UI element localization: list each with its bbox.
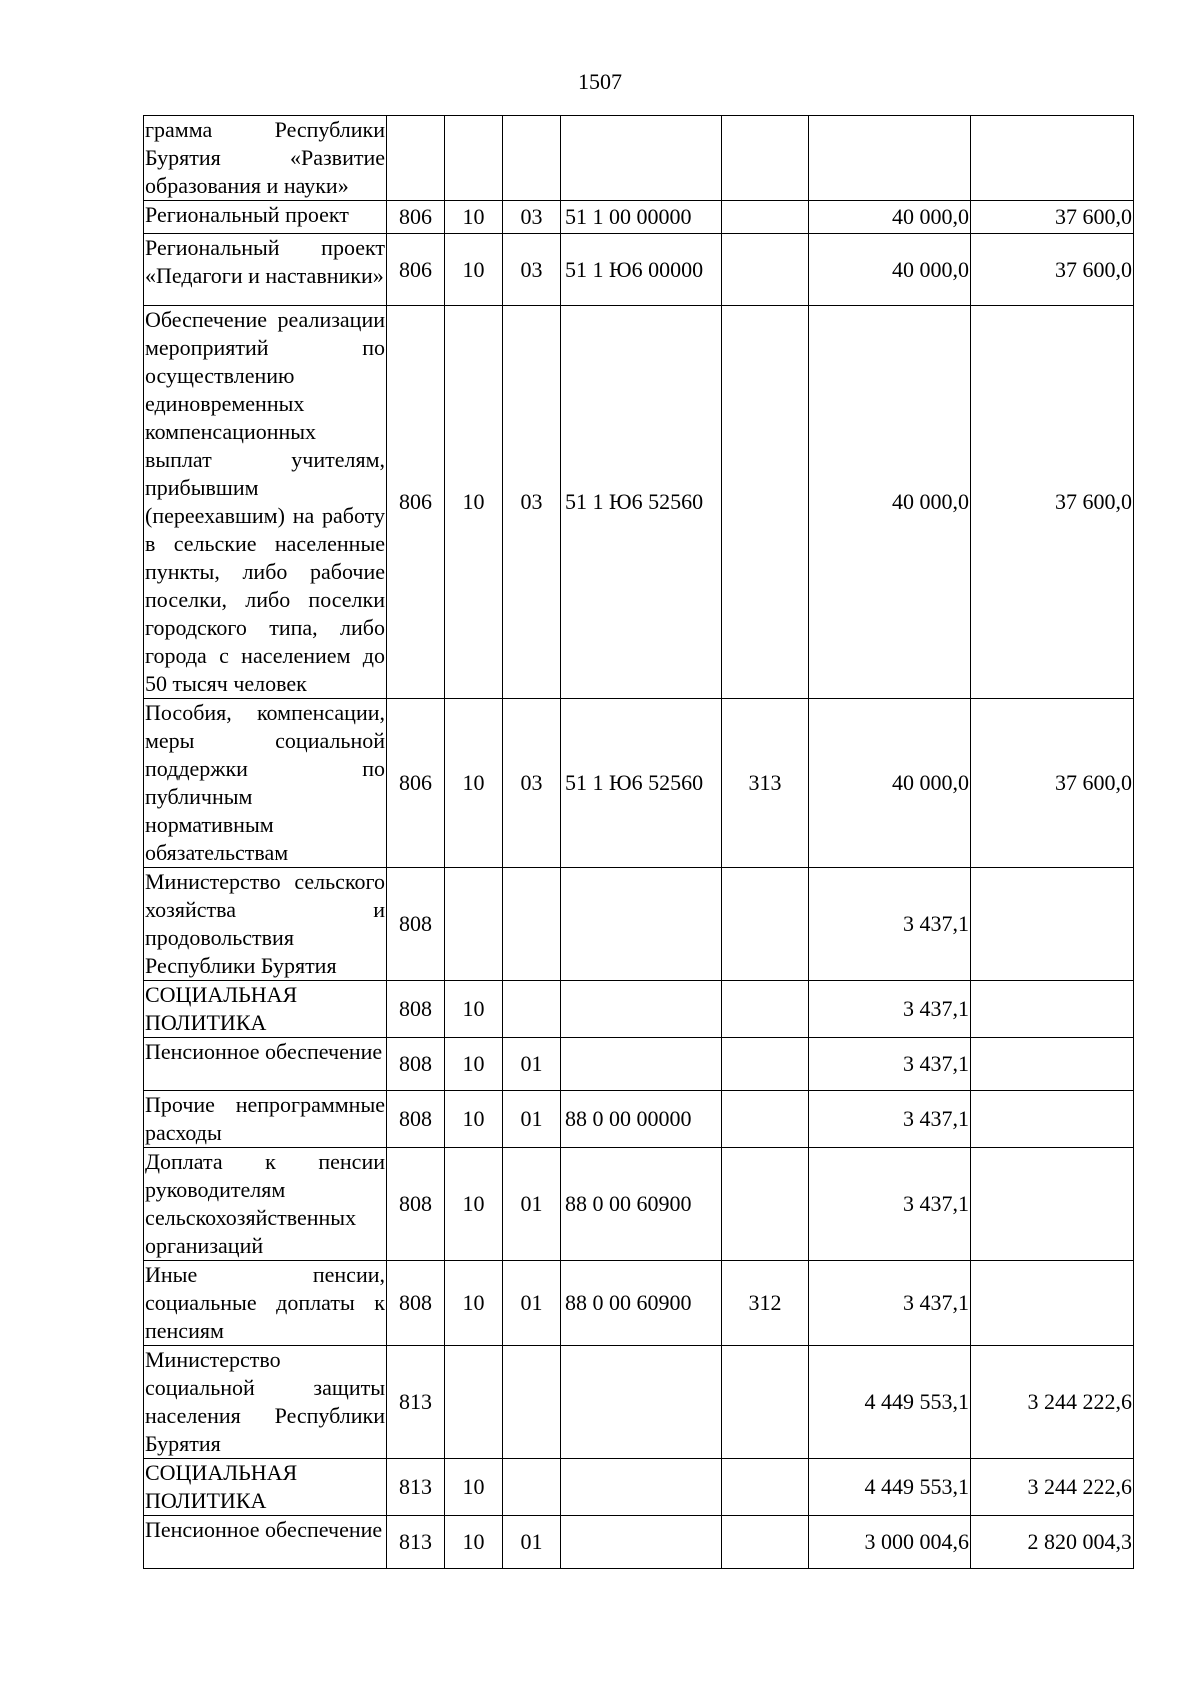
department-code-cell: [387, 116, 445, 201]
department-code-cell: 806: [387, 201, 445, 234]
amount-year2-cell: 37 600,0: [971, 306, 1134, 699]
subsection-code-cell: 03: [503, 201, 561, 234]
amount-year2-cell: 3 244 222,6: [971, 1346, 1134, 1459]
target-article-cell: [561, 1346, 722, 1459]
section-code-cell: [445, 116, 503, 201]
target-article-cell: 51 1 00 00000: [561, 201, 722, 234]
target-article-cell: [561, 1516, 722, 1569]
subsection-code-cell: 01: [503, 1516, 561, 1569]
row-name-cell: Региональный проект: [144, 201, 387, 234]
table-row: [144, 1261, 1134, 1346]
amount-year1-cell: 3 437,1: [809, 1261, 971, 1346]
section-code-cell: 10: [445, 201, 503, 234]
row-name-cell: СОЦИАЛЬНАЯ ПОЛИТИКА: [144, 981, 387, 1038]
expense-type-cell: 312: [722, 1261, 809, 1346]
amount-year2-cell: [971, 981, 1134, 1038]
section-code-cell: 10: [445, 1459, 503, 1516]
amount-year1-cell: 3 437,1: [809, 1038, 971, 1091]
table-row: [144, 1516, 1134, 1569]
expense-type-cell: 313: [722, 699, 809, 868]
table-row: [144, 699, 1134, 868]
subsection-code-cell: [503, 981, 561, 1038]
target-article-cell: 88 0 00 60900: [561, 1261, 722, 1346]
section-code-cell: 10: [445, 699, 503, 868]
target-article-cell: 51 1 Ю6 52560: [561, 306, 722, 699]
row-name-cell: Пособия, компенсации, меры социальной поддержки по публичным нормативным обязательствам: [144, 699, 387, 868]
expense-type-cell: [722, 868, 809, 981]
amount-year1-cell: 40 000,0: [809, 306, 971, 699]
section-code-cell: [445, 1346, 503, 1459]
amount-year2-cell: [971, 1038, 1134, 1091]
section-code-cell: 10: [445, 1261, 503, 1346]
amount-year2-cell: 2 820 004,3: [971, 1516, 1134, 1569]
table-row: [144, 868, 1134, 981]
subsection-code-cell: 01: [503, 1091, 561, 1148]
amount-year1-cell: [809, 116, 971, 201]
row-name-cell: СОЦИАЛЬНАЯ ПОЛИТИКА: [144, 1459, 387, 1516]
section-code-cell: 10: [445, 1091, 503, 1148]
expense-type-cell: [722, 116, 809, 201]
target-article-cell: [561, 1459, 722, 1516]
department-code-cell: 806: [387, 306, 445, 699]
target-article-cell: [561, 981, 722, 1038]
expense-type-cell: [722, 1459, 809, 1516]
expense-type-cell: [722, 1346, 809, 1459]
department-code-cell: 808: [387, 1091, 445, 1148]
amount-year2-cell: 37 600,0: [971, 699, 1134, 868]
table-row: [144, 116, 1134, 201]
amount-year1-cell: 40 000,0: [809, 201, 971, 234]
subsection-code-cell: [503, 1346, 561, 1459]
expense-type-cell: [722, 1148, 809, 1261]
row-name-cell: Пенсионное обеспечение: [144, 1516, 387, 1569]
amount-year2-cell: [971, 116, 1134, 201]
subsection-code-cell: [503, 868, 561, 981]
subsection-code-cell: 01: [503, 1038, 561, 1091]
amount-year2-cell: 3 244 222,6: [971, 1459, 1134, 1516]
amount-year1-cell: 4 449 553,1: [809, 1346, 971, 1459]
target-article-cell: 88 0 00 60900: [561, 1148, 722, 1261]
target-article-cell: 51 1 Ю6 52560: [561, 699, 722, 868]
table-body: [144, 116, 1134, 1569]
table-row: [144, 234, 1134, 306]
expense-type-cell: [722, 234, 809, 306]
amount-year2-cell: [971, 868, 1134, 981]
expense-type-cell: [722, 1038, 809, 1091]
department-code-cell: 808: [387, 1261, 445, 1346]
row-name-cell: Региональный проект «Педагоги и наставники»: [144, 234, 387, 306]
target-article-cell: 51 1 Ю6 00000: [561, 234, 722, 306]
row-name-cell: Иные пенсии, социальные доплаты к пенсиям: [144, 1261, 387, 1346]
row-name-cell: Министерство сельского хозяйства и продовольствия Республики Бурятия: [144, 868, 387, 981]
table-row: [144, 201, 1134, 234]
amount-year1-cell: 40 000,0: [809, 699, 971, 868]
expense-type-cell: [722, 1091, 809, 1148]
amount-year1-cell: 40 000,0: [809, 234, 971, 306]
table-row: [144, 1346, 1134, 1459]
subsection-code-cell: 01: [503, 1261, 561, 1346]
amount-year1-cell: 3 437,1: [809, 868, 971, 981]
department-code-cell: 808: [387, 1148, 445, 1261]
expense-type-cell: [722, 306, 809, 699]
amount-year2-cell: 37 600,0: [971, 201, 1134, 234]
row-name-cell: Доплата к пенсии руководителям сельскохозяйственных организаций: [144, 1148, 387, 1261]
subsection-code-cell: 01: [503, 1148, 561, 1261]
subsection-code-cell: [503, 116, 561, 201]
subsection-code-cell: 03: [503, 306, 561, 699]
expense-type-cell: [722, 981, 809, 1038]
budget-table: [143, 115, 1134, 1569]
expense-type-cell: [722, 201, 809, 234]
amount-year1-cell: 3 437,1: [809, 981, 971, 1038]
table-row: [144, 1148, 1134, 1261]
department-code-cell: 813: [387, 1346, 445, 1459]
department-code-cell: 806: [387, 234, 445, 306]
amount-year1-cell: 3 437,1: [809, 1148, 971, 1261]
row-name-cell: Прочие непрограммные расходы: [144, 1091, 387, 1148]
subsection-code-cell: 03: [503, 699, 561, 868]
section-code-cell: 10: [445, 306, 503, 699]
department-code-cell: 813: [387, 1516, 445, 1569]
section-code-cell: 10: [445, 1038, 503, 1091]
table-row: [144, 981, 1134, 1038]
amount-year2-cell: [971, 1091, 1134, 1148]
subsection-code-cell: 03: [503, 234, 561, 306]
table-row: [144, 1459, 1134, 1516]
department-code-cell: 806: [387, 699, 445, 868]
section-code-cell: 10: [445, 981, 503, 1038]
amount-year2-cell: 37 600,0: [971, 234, 1134, 306]
target-article-cell: 88 0 00 00000: [561, 1091, 722, 1148]
expense-type-cell: [722, 1516, 809, 1569]
table-row: [144, 306, 1134, 699]
amount-year2-cell: [971, 1261, 1134, 1346]
table-row: [144, 1038, 1134, 1091]
row-name-cell: грамма Республики Бурятия «Развитие образования и науки»: [144, 116, 387, 201]
target-article-cell: [561, 868, 722, 981]
department-code-cell: 808: [387, 1038, 445, 1091]
section-code-cell: [445, 868, 503, 981]
amount-year1-cell: 4 449 553,1: [809, 1459, 971, 1516]
row-name-cell: Пенсионное обеспечение: [144, 1038, 387, 1091]
subsection-code-cell: [503, 1459, 561, 1516]
target-article-cell: [561, 116, 722, 201]
department-code-cell: 808: [387, 868, 445, 981]
department-code-cell: 813: [387, 1459, 445, 1516]
section-code-cell: 10: [445, 234, 503, 306]
page-number: 1507: [578, 69, 622, 94]
table-row: [144, 1091, 1134, 1148]
target-article-cell: [561, 1038, 722, 1091]
amount-year1-cell: 3 437,1: [809, 1091, 971, 1148]
amount-year2-cell: [971, 1148, 1134, 1261]
row-name-cell: Обеспечение реализации мероприятий по осуществлению единовременных компенсационных выплат учителям, прибывшим (переехавшим) на работу в сельские населенные пункты, либо рабочие поселки, либо поселки городского типа, либо города с населением до 50 тысяч человек: [144, 306, 387, 699]
section-code-cell: 10: [445, 1516, 503, 1569]
department-code-cell: 808: [387, 981, 445, 1038]
row-name-cell: Министерство социальной защиты населения Республики Бурятия: [144, 1346, 387, 1459]
amount-year1-cell: 3 000 004,6: [809, 1516, 971, 1569]
section-code-cell: 10: [445, 1148, 503, 1261]
